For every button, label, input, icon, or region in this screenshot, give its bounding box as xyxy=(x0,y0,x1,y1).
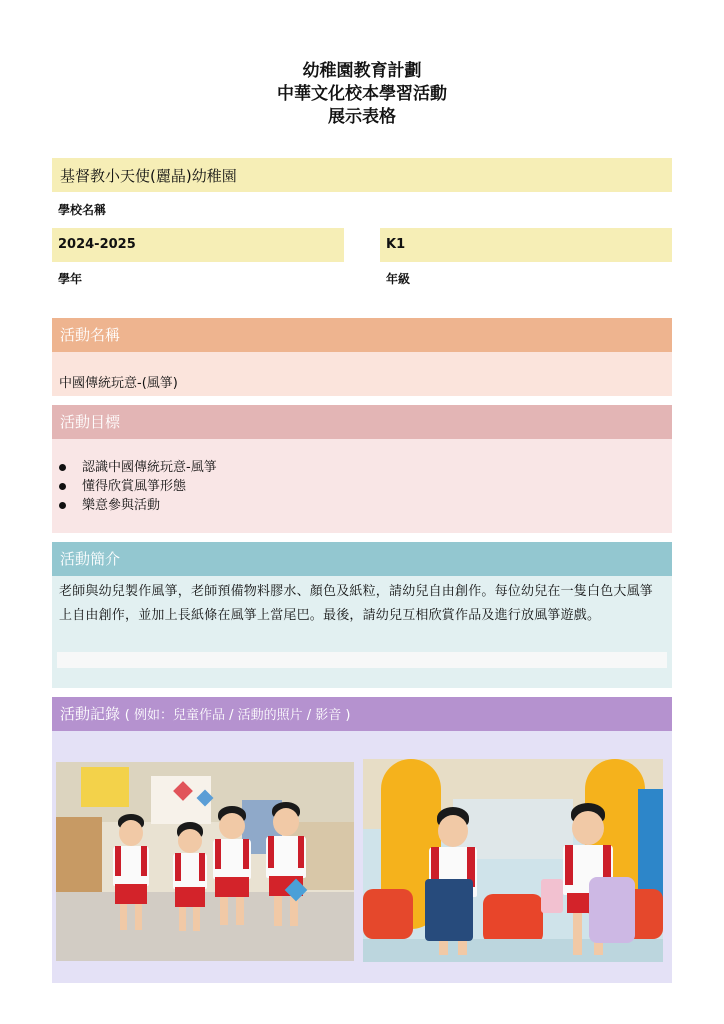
activity-name-value: 中國傳統玩意-(風箏) xyxy=(59,376,178,391)
activity-title: 中華文化校本學習活動 xyxy=(277,84,447,104)
activity-goals-header: 活動目標 xyxy=(52,405,672,439)
activity-record-title: 活動記錄 xyxy=(60,705,121,723)
goals-list xyxy=(52,458,217,515)
school-name-box xyxy=(52,158,672,192)
classroom-photo xyxy=(56,762,354,961)
grade-box xyxy=(380,228,672,262)
activity-record-note: ( 例如：兒童作品 / 活動的照片 / 影音 ) xyxy=(124,708,351,723)
activity-goals-body xyxy=(52,439,672,533)
school-name-label: 學校名稱 xyxy=(58,203,107,217)
activity-intro-body xyxy=(52,576,672,688)
goal-item: 懂得欣賞風箏形態 xyxy=(52,477,217,496)
activity-record-header xyxy=(52,697,672,731)
activity-name-header: 活動名稱 xyxy=(52,318,672,352)
grade-label: 年級 xyxy=(386,272,411,286)
blank-text-line xyxy=(57,652,667,668)
year-label: 學年 xyxy=(58,272,83,286)
goal-item: 樂意參與活動 xyxy=(52,496,217,515)
year-box xyxy=(52,228,344,262)
goal-item: 認識中國傳統玩意-風箏 xyxy=(52,458,217,477)
activity-name-body xyxy=(52,352,672,396)
year-value: 2024-2025 xyxy=(58,237,136,252)
grade-value: K1 xyxy=(386,237,406,252)
plan-title: 幼稚園教育計劃 xyxy=(302,61,422,81)
school-name-value: 基督教小天使(麗晶)幼稚園 xyxy=(60,167,237,185)
activity-intro-text: 老師與幼兒製作風箏，老師預備物料膠水、顏色及紙粒，請幼兒自由創作。每位幼兒在一隻白色大風箏上自由創作，並加上長紙條在風箏上當尾巴。最後，請幼兒互相欣賞作品及進行放風箏遊戲。 xyxy=(59,584,654,623)
form-title: 展示表格 xyxy=(328,107,396,127)
activity-record-body xyxy=(52,731,672,983)
activity-intro-header: 活動簡介 xyxy=(52,542,672,576)
children-bags-photo xyxy=(363,759,663,962)
